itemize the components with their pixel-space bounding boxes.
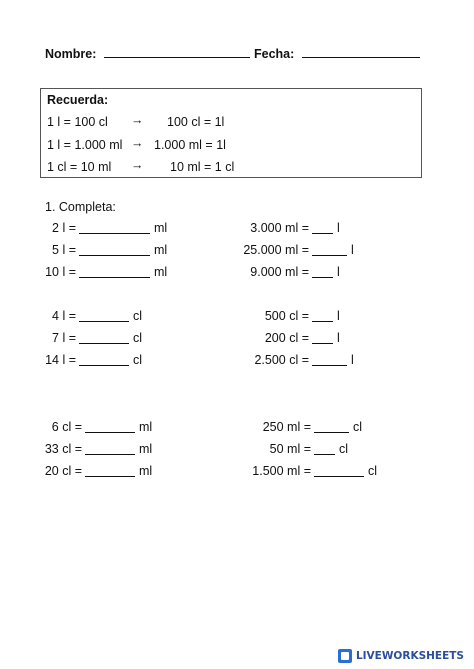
exercise-left-unit: cl <box>133 331 143 345</box>
arrow-icon: → <box>131 158 144 172</box>
reminder-left-1: 1 l = 100 cl <box>47 115 108 129</box>
reminder-box <box>40 88 422 178</box>
reminder-right-1: 100 cl = 1l <box>167 115 225 129</box>
answer-field[interactable] <box>85 464 135 477</box>
exercise-left-unit: ml <box>154 243 168 257</box>
answer-field[interactable] <box>85 442 135 455</box>
exercise-right-prefix: 1.500 ml = <box>252 464 311 478</box>
arrow-icon: → <box>131 113 144 127</box>
exercise-right-prefix: 9.000 ml = <box>250 265 309 279</box>
exercise-right-unit: l <box>337 309 340 323</box>
exercise-left-prefix: 2 l = <box>52 221 76 235</box>
footer-brand <box>338 649 464 663</box>
answer-field[interactable] <box>312 331 333 344</box>
exercise-right-prefix: 50 ml = <box>269 442 311 456</box>
answer-field[interactable] <box>314 420 349 433</box>
answer-field[interactable] <box>312 265 333 278</box>
exercise-left-prefix: 6 cl = <box>51 420 82 434</box>
exercise-left-prefix: 14 l = <box>45 353 76 367</box>
exercise-left-prefix: 7 l = <box>52 331 76 345</box>
answer-field[interactable] <box>79 309 129 322</box>
exercise-left-unit: ml <box>139 464 153 478</box>
exercise-left-prefix: 5 l = <box>52 243 76 257</box>
exercise-left-unit: ml <box>139 420 153 434</box>
exercise-right-unit: cl <box>353 420 363 434</box>
answer-field[interactable] <box>79 331 129 344</box>
answer-field[interactable] <box>79 353 129 366</box>
exercise-right-prefix: 250 ml = <box>262 420 311 434</box>
answer-field[interactable] <box>312 309 333 322</box>
exercise-right-unit: l <box>351 353 354 367</box>
exercise-right-prefix: 3.000 ml = <box>250 221 309 235</box>
exercise-right-unit: l <box>337 221 340 235</box>
reminder-right-2: 1.000 ml = 1l <box>154 138 226 152</box>
exercise-right-prefix: 500 cl = <box>264 309 309 323</box>
reminder-right-3: 10 ml = 1 cl <box>170 160 235 174</box>
reminder-left-2: 1 l = 1.000 ml <box>47 138 123 152</box>
answer-field[interactable] <box>312 353 347 366</box>
name-label: Nombre: <box>45 47 97 61</box>
answer-field[interactable] <box>79 243 150 256</box>
arrow-icon: → <box>131 136 144 150</box>
exercise-right-unit: l <box>337 265 340 279</box>
name-field[interactable] <box>104 45 250 58</box>
date-row <box>254 45 420 61</box>
exercise-left-unit: cl <box>133 353 143 367</box>
answer-field[interactable] <box>314 442 335 455</box>
answer-field[interactable] <box>314 464 364 477</box>
exercise-left-prefix: 4 l = <box>52 309 76 323</box>
exercise-right-prefix: 25.000 ml = <box>243 243 309 257</box>
exercise-right-unit: l <box>351 243 354 257</box>
name-row <box>45 45 250 61</box>
exercise-title: 1. Completa: <box>45 200 116 214</box>
brand-label: LIVEWORKSHEETS <box>355 650 464 662</box>
exercise-left-unit: cl <box>133 309 143 323</box>
exercise-left-unit: ml <box>139 442 153 456</box>
reminder-title: Recuerda: <box>47 93 109 107</box>
exercise-left-prefix: 10 l = <box>45 265 76 279</box>
exercise-right-unit: l <box>337 331 340 345</box>
answer-field[interactable] <box>79 221 150 234</box>
answer-field[interactable] <box>312 243 347 256</box>
exercise-right-prefix: 200 cl = <box>264 331 309 345</box>
date-label: Fecha: <box>254 47 295 61</box>
answer-field[interactable] <box>85 420 135 433</box>
answer-field[interactable] <box>312 221 333 234</box>
exercise-left-prefix: 20 cl = <box>44 464 82 478</box>
exercise-right-unit: cl <box>339 442 349 456</box>
exercise-right-prefix: 2.500 cl = <box>254 353 309 367</box>
exercise-left-prefix: 33 cl = <box>44 442 82 456</box>
date-field[interactable] <box>302 45 420 58</box>
exercise-left-unit: ml <box>154 221 168 235</box>
exercise-right-unit: cl <box>368 464 378 478</box>
exercise-left-unit: ml <box>154 265 168 279</box>
liveworksheets-logo-icon <box>338 649 352 663</box>
reminder-left-3: 1 cl = 10 ml <box>47 160 112 174</box>
answer-field[interactable] <box>79 265 150 278</box>
